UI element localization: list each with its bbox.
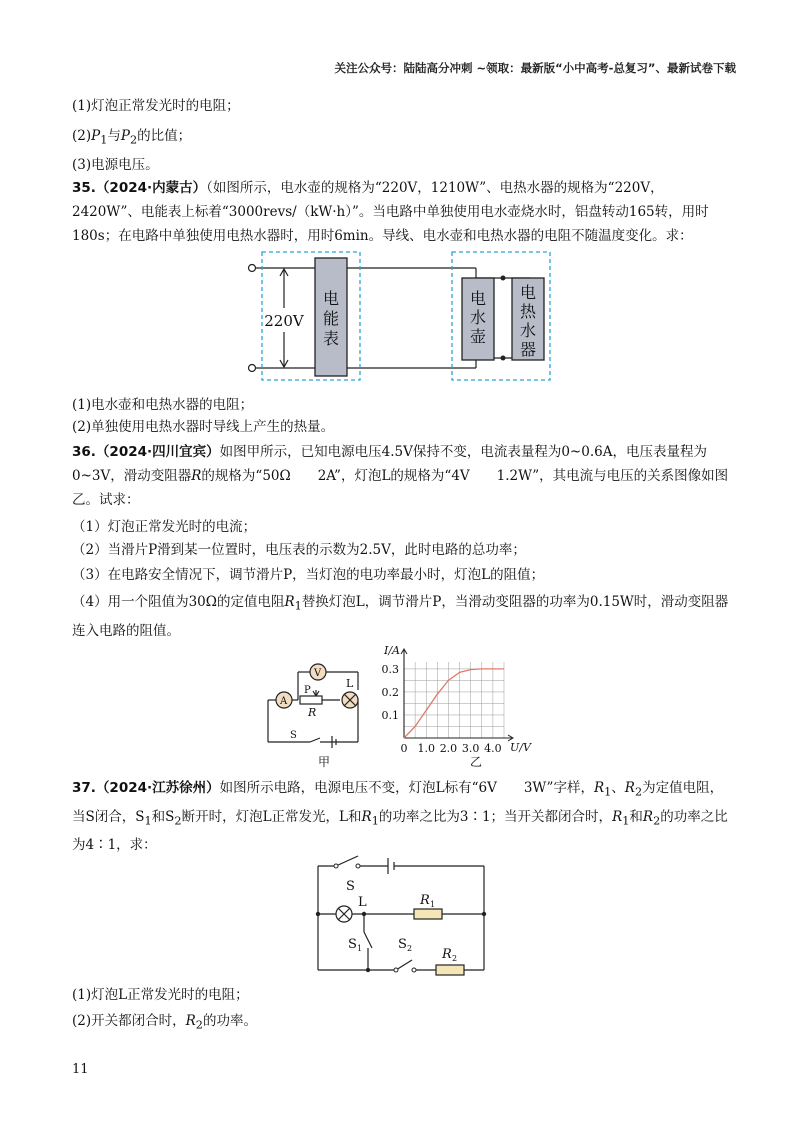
svg-text:S: S: [290, 730, 297, 741]
svg-text:R: R: [308, 706, 317, 719]
svg-text:能: 能: [322, 309, 340, 328]
svg-text:V: V: [314, 668, 322, 679]
q36-sub1: （1）灯泡正常发光时的电流；: [72, 519, 257, 535]
svg-text:L: L: [346, 677, 354, 690]
y-axis-label: I/A: [384, 644, 400, 657]
svg-text:电: 电: [519, 283, 537, 302]
svg-text:1: 1: [357, 944, 363, 953]
x-tick-label: 3.0: [461, 742, 480, 755]
question-36: 36.（2024·四川宜宾）如图甲所示，已知电源电压4.5V保持不变，电流表量程为0~0.6A，电压表量程为0~3V，滑动变阻器R的规格为“50Ω 2A”，灯泡L的规格为“4V 1.2W”，其电流与电压的关系图像如图乙。试求：: [72, 444, 729, 508]
x-tick-label: 1.0: [417, 742, 435, 755]
q35-sub1: (1)电水壶和电热水器的电阻；: [72, 397, 254, 413]
svg-text:R: R: [442, 947, 452, 962]
x-axis-label: U/V: [510, 741, 531, 754]
svg-text:R: R: [420, 893, 430, 908]
q36-sub2: （2）当滑片P滑到某一位置时，电压表的示数为2.5V，此时电路的总功率；: [72, 542, 526, 558]
y-tick-label: 0.3: [381, 662, 399, 676]
svg-text:壶: 壶: [469, 327, 487, 346]
figure-37-circuit: [306, 848, 496, 976]
x-tick-label: 2.0: [439, 742, 458, 755]
voltage-label: 220V: [264, 312, 304, 330]
q37-sub1: (1)灯泡L正常发光时的电阻；: [72, 987, 249, 1003]
svg-text:P: P: [304, 685, 311, 696]
caption-jia: 甲: [318, 755, 331, 768]
q35-sub2: (2)单独使用电热水器时导线上产生的热量。: [72, 419, 335, 435]
svg-text:L: L: [358, 895, 367, 910]
svg-text:表: 表: [322, 329, 340, 348]
svg-text:A: A: [280, 696, 288, 707]
question-37: 37.（2024·江苏徐州）如图所示电路，电源电压不变，灯泡L标有“6V 3W”字样，$R_1$、$R_2$为定值电阻，当S闭合，$S_1$和$S_2$断开时，灯泡L正常发光，L和$R_1$的功率之比为3∶1；当开关都闭合时，$R_1$和$R_2$的功率之比为4∶1，求：: [72, 780, 728, 854]
x-tick-label: 4.0: [484, 742, 502, 755]
svg-text:S: S: [346, 879, 355, 894]
svg-text:2: 2: [407, 944, 413, 953]
q36-sub3: （3）在电路安全情况下，调节滑片P，当灯泡的电功率最小时，灯泡L的阻值；: [72, 567, 545, 583]
caption-yi: 乙: [470, 755, 483, 768]
prev-q2: $(2)P_1$与$P_2$的比值；: [72, 128, 192, 147]
svg-text:水: 水: [469, 308, 487, 327]
svg-text:水: 水: [519, 321, 537, 340]
resistor-r1: [414, 909, 442, 919]
svg-text:1: 1: [430, 900, 436, 909]
rheostat: [300, 696, 322, 704]
y-tick-label: 0.2: [381, 685, 399, 699]
q37-sub2: (2)开关都闭合时，$R_2$的功率。: [72, 1013, 257, 1032]
svg-text:器: 器: [519, 340, 537, 359]
prev-q1: (1)灯泡正常发光时的电阻；: [72, 98, 240, 114]
page-header: 关注公众号：陆陆高分冲刺 ~领取：最新版“小中高考-总复习”、最新试卷下载: [334, 61, 736, 75]
svg-text:2: 2: [452, 954, 458, 963]
figure-36-circuit: [260, 658, 380, 768]
page-number: 11: [72, 1062, 89, 1077]
figure-36-iv-chart: [376, 640, 536, 768]
svg-text:S: S: [348, 937, 357, 952]
question-35: 35.（2024·内蒙古）（如图所示，电水壶的规格为“220V，1210W”、电热水器的规格为“220V，2420W”、电能表上标着“3000revs/（kW·h）”。当电路中单独使用电水壶烧水时，铝盘转动165转，用时180s；在电路中单独使用电热水器时，用时6min。导线、电水壶和电热水器的电阻不随温度变化。求：: [72, 180, 709, 244]
resistor-r2: [436, 965, 464, 975]
q36-sub4: （4）用一个阻值为30Ω的定值电阻$R_1$替换灯泡L，调节滑片P，当滑动变阻器的功率为0.15W时，滑动变阻器连入电路的阻值。: [72, 594, 729, 639]
svg-text:电: 电: [322, 289, 340, 308]
x-tick-label: 0: [400, 742, 408, 755]
svg-text:S: S: [398, 937, 407, 952]
figure-35-circuit: [240, 248, 560, 384]
svg-text:热: 热: [519, 302, 537, 321]
y-tick-label: 0.1: [381, 708, 399, 722]
svg-text:电: 电: [469, 289, 487, 308]
prev-q3: (3)电源电压。: [72, 157, 159, 173]
